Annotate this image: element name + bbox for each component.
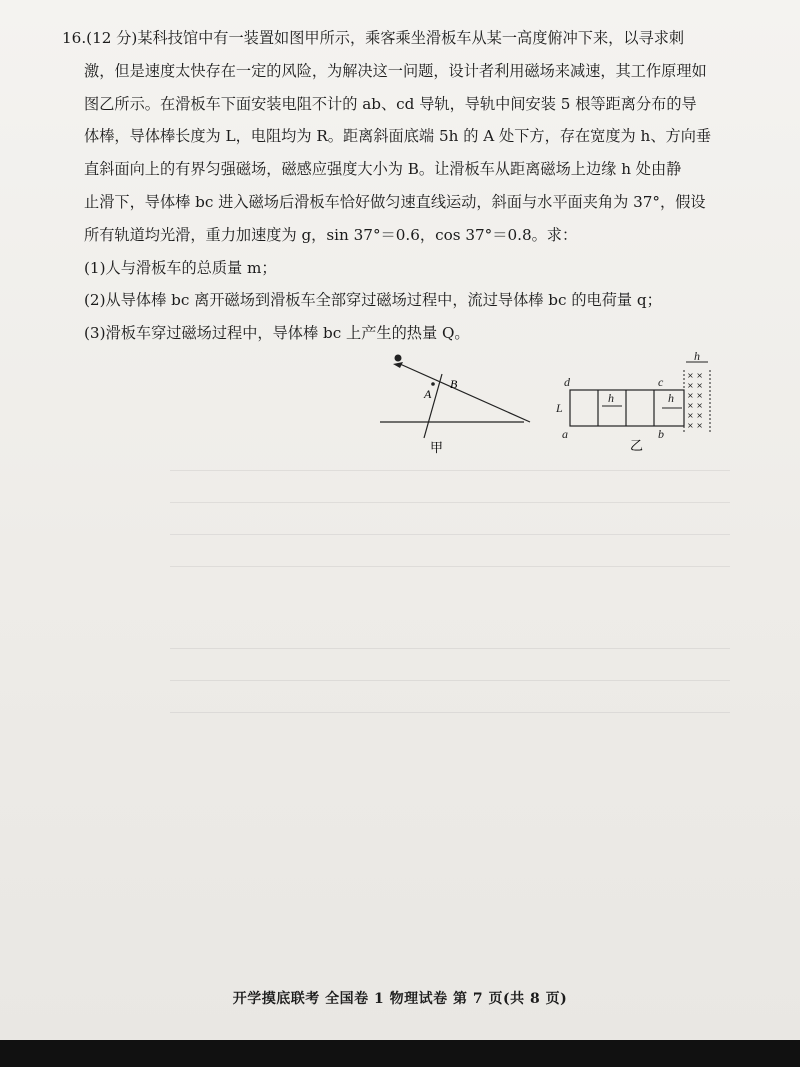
show-through-line [170, 534, 730, 535]
label-d: d [564, 375, 570, 389]
problem-line: 所有轨道均光滑，重力加速度为 g，sin 37°＝0.6，cos 37°＝0.8。求： [84, 225, 578, 244]
show-through-line [170, 648, 730, 649]
rider-icon [393, 355, 403, 369]
label-c: c [658, 375, 664, 389]
label-h-field: h [694, 350, 700, 363]
figure-caption: 乙 [630, 439, 644, 454]
figure-yi [550, 350, 720, 458]
scan-edge-shadow [0, 1040, 800, 1067]
label-b: B [450, 377, 458, 391]
problem-line: 止滑下，导体棒 bc 进入磁场后滑板车恰好做匀速直线运动，斜面与水平面夹角为 37°，假设 [84, 192, 706, 211]
problem-line: 图乙所示。在滑板车下面安装电阻不计的 ab、cd 导轨，导轨中间安装 5 根等距离分布的导 [84, 94, 697, 113]
label-b: b [658, 427, 664, 441]
label-a: a [562, 427, 568, 441]
label-h-inner: h [608, 391, 614, 405]
show-through-line [170, 680, 730, 681]
question-2: (2)从导体棒 bc 离开磁场到滑板车全部穿过磁场过程中，流过导体棒 bc 的电荷量 q； [84, 291, 662, 310]
problem-16 [62, 22, 752, 350]
field-mark: × × [687, 381, 703, 390]
show-through-line [170, 712, 730, 713]
field-mark: × × [687, 391, 703, 400]
problem-line: 16.(12 分)某科技馆中有一装置如图甲所示，乘客乘坐滑板车从某一高度俯冲下来，以寻求刺 [62, 29, 685, 47]
question-3: (3)滑板车穿过磁场过程中，导体棒 bc 上产生的热量 Q。 [84, 324, 470, 343]
problem-line: 体棒，导体棒长度为 L，电阻均为 R。距离斜面底端 5h 的 A 处下方，存在宽度为 h、方向垂 [84, 127, 712, 146]
show-through-line [170, 502, 730, 503]
problem-line: 直斜面向上的有界匀强磁场，磁感应强度大小为 B。让滑板车从距离磁场上边缘 h 处由静 [84, 160, 682, 179]
incline-line [400, 364, 530, 422]
label-a: A [424, 387, 432, 401]
show-through-line [170, 470, 730, 471]
label-h-gap: h [668, 391, 674, 405]
page-footer: 开学摸底联考 全国卷 1 物理试卷 第 7 页(共 8 页) [232, 991, 568, 1007]
figure-caption: 甲 [430, 441, 444, 456]
field-mark: × × [687, 421, 703, 430]
figure-jia [376, 348, 536, 456]
show-through-line [170, 566, 730, 567]
label-L: L [556, 401, 563, 415]
point-a-dot [431, 382, 435, 386]
problem-line: 激，但是速度太快存在一定的风险，为解决这一问题，设计者利用磁场来减速，其工作原理如 [84, 61, 707, 80]
question-1: (1)人与滑板车的总质量 m； [84, 258, 277, 277]
field-mark: × × [687, 411, 703, 420]
field-mark: × × [687, 401, 703, 410]
field-mark: × × [687, 371, 703, 380]
